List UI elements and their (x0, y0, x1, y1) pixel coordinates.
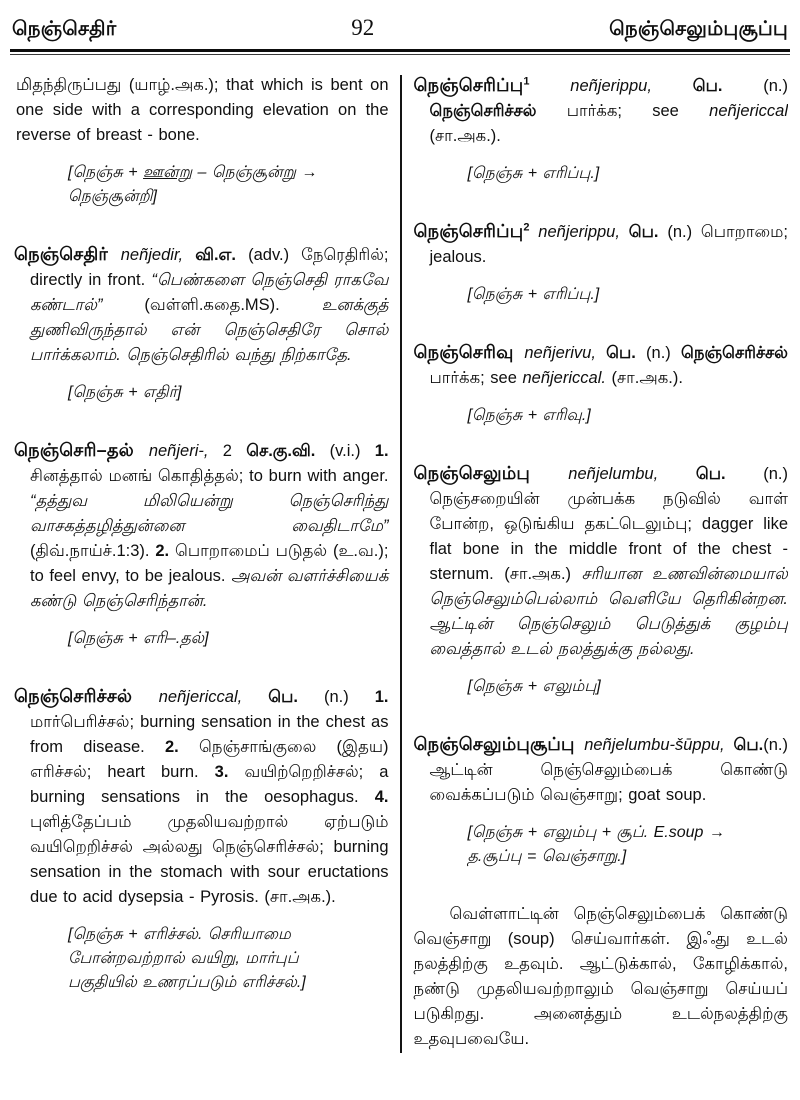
text-segment: 2. (165, 738, 200, 756)
transliteration: neñjelumbu, (568, 465, 696, 483)
text-segment: (n.) (763, 77, 788, 95)
text-segment: வெள்ளாட்டின் நெஞ்செலும்பைக் கொண்டு வெஞ்சாறு (soup) செய்வார்கள். இஃது உடல் நலத்திற்கு உதவும். ஆட்டுக்கால், கோழிக்கால், நண்டு முதலியவற்றாலும் வெஞ்சாறு செய்யப் படுகிறது. அனைத்தும் உடல்நலத்திற்கு உதவுபவையே. (413, 905, 788, 1048)
text-segment: 2. (155, 542, 175, 560)
text-segment: [நெஞ்சு + எரிவு.] (467, 407, 591, 424)
text-segment: நெஞ்சறையின் முன்பக்க நடுவில் வாள் போன்ற, ஒடுங்கிய தகட்டெலும்பு; dagger like flat bone in the middle front of the chest - sternum. (சா.அக.) (429, 490, 788, 583)
headword: நெஞ்செரிப்பு (413, 221, 524, 241)
text-segment (529, 223, 538, 241)
text-segment: (n.) (646, 344, 681, 362)
homograph-number: 2 (523, 221, 530, 234)
etymology-nenjerippu-1 (468, 162, 763, 186)
text-segment: (v.i.) (329, 442, 375, 460)
text-segment: பொறாமைப் படுதல் (உ.வ.); to feel envy, to be jealous. (30, 542, 389, 585)
text-segment: சினத்தால் மனங் கொதித்தல்; to burn with anger. (30, 467, 389, 485)
text-segment: பார்க்க; see (566, 102, 710, 120)
text-segment: ஊன்று (143, 164, 193, 181)
text-segment: பெ. (695, 465, 764, 483)
etymology-nenjunru (68, 161, 363, 209)
text-segment: (adv.) நேரெதிரில்; directly in front. (30, 246, 389, 289)
transliteration: neñjelumbu-šūppu, (584, 736, 734, 754)
left-column (14, 73, 400, 995)
text-segment: [நெஞ்சு + எலும்பு] (467, 678, 601, 695)
homograph-number: 1 (523, 75, 530, 88)
entry-nenjelumbu (414, 461, 789, 662)
text-segment: 1. (374, 688, 389, 706)
headword: நெஞ்செதிர் (14, 244, 121, 264)
transliteration: neñjerivu, (524, 344, 607, 362)
usage-note-nenjelumbu-suppu (414, 902, 789, 1052)
text-segment: புளித்தேப்பம் முதலியவற்றால் ஏற்படும் வயிறெறிச்சல் அல்லது நெஞ்செரிச்சல்; burning sensation in the stomach with sour eructations due to acid dysepsia - Pyrosis. (சா.அக.). (30, 813, 389, 906)
etymology-nenjericcal (68, 923, 363, 995)
etymology-nenjedir (68, 381, 363, 405)
text-segment: பெ. (733, 736, 764, 754)
transliteration: neñjeri-, (148, 442, 223, 460)
transliteration: neñjerippu, (538, 223, 629, 241)
headword: நெஞ்செலும்புசூப்பு (413, 734, 585, 754)
headword: நெஞ்செரிப்பு (413, 75, 524, 95)
page-header (0, 0, 800, 47)
text-segment: மார்பெரிச்சல்; burning sensation in the chest as from disease. (30, 713, 389, 756)
etymology-nenjelumbu (468, 675, 763, 699)
text-segment (529, 77, 570, 95)
transliteration: neñjedir, (120, 246, 196, 264)
text-segment: அவன் வளர்ச்சியைக் கண்டு நெஞ்செரிந்தான். (30, 567, 389, 610)
header-rule-thick-line (10, 49, 790, 52)
text-segment: (n.) (323, 688, 375, 706)
text-segment: வி.எ. (195, 246, 249, 264)
text-segment: (திவ்.நாய்ச்.1:3). (30, 542, 156, 560)
text-segment: 1. (374, 442, 389, 460)
text-segment: மிதந்திருப்பது (யாழ்.அக.); that which is bent on one side with a corresponding elevation on the reverse of breast - bone. (16, 76, 389, 144)
text-segment: [நெஞ்சு + எரிப்பு.] (467, 165, 600, 182)
text-segment: neñjericcal (709, 102, 788, 120)
entry-nenjerippu-1 (414, 73, 789, 149)
text-segment: நெஞ்செரிச்சல் (429, 102, 567, 120)
headword: நெஞ்செரி–தல் (14, 440, 149, 460)
text-segment: “தத்துவ மிலியென்று நெஞ்செரிந்து வாசகத்தழித்துன்னை வைதிடாமே” (30, 492, 389, 535)
text-segment: உனக்குத் துணிவிருந்தால் என் நெஞ்செதிரே சொல் பார்க்கலாம். நெஞ்செதிரில் வந்து நிற்காதே. (30, 296, 389, 364)
text-segment: [நெஞ்சு + எரி–.தல்] (68, 630, 209, 647)
text-segment: (வள்ளி.கதை.MS). (102, 296, 322, 314)
text-segment: 2 (222, 442, 247, 460)
entry-nenjericcal (14, 684, 389, 910)
headword: நெஞ்செலும்பு (413, 463, 569, 483)
entry-continuation (14, 73, 389, 148)
text-segment: நெஞ்சாங்குலை (இதய) எரிச்சல்; heart burn. (30, 738, 389, 781)
text-segment: [நெஞ்சு + எதிர்] (68, 384, 182, 401)
text-segment: (சா.அக.). (611, 369, 683, 387)
dictionary-content (0, 55, 800, 1053)
entry-nenjedir (14, 242, 389, 368)
text-segment: [நெஞ்சு + எரிச்சல். செரியாமை போன்றவற்றால் வயிறு, மார்புப் பகுதியில் உணரப்படும் எரிச்சல்.] (68, 926, 306, 991)
entry-nenjerippu-2 (414, 219, 789, 270)
text-segment: பார்க்க; see (429, 369, 523, 387)
entry-nenjerivu (414, 340, 789, 391)
text-segment: வயிற்றெறிச்சல்; a burning sensations in the oesophagus. (30, 763, 389, 806)
text-segment: (n.) (763, 465, 788, 483)
text-segment: பெ. (606, 344, 647, 362)
entry-nenjelumbu-suppu (414, 732, 789, 808)
text-segment: [நெஞ்சு + (68, 164, 144, 181)
transliteration: neñjerippu, (570, 77, 693, 95)
headword: நெஞ்செரிவு (413, 342, 525, 362)
text-segment: [நெஞ்சு + எலும்பு + சூப். E.soup → த.சூப்பு = வெஞ்சாறு.] (467, 824, 725, 865)
text-segment: (n.) ஆட்டின் நெஞ்செலும்பைக் கொண்டு வைக்கப்படும் வெஞ்சாறு; goat soup. (429, 736, 788, 804)
etymology-nenjelumbu-suppu (468, 821, 763, 869)
text-segment: பெ. (268, 688, 324, 706)
text-segment: – நெஞ்சூன்று → நெஞ்சூன்றி] (68, 164, 318, 205)
text-segment: “பெண்களை நெஞ்செதி ராகவே கண்டால்” (30, 271, 389, 314)
etymology-nenjerippu-2 (468, 283, 763, 307)
etymology-nenjerivu (468, 404, 763, 428)
right-column (402, 73, 789, 1052)
text-segment: 4. (374, 788, 389, 806)
running-head-right: நெஞ்செலும்புசூப்பு (609, 18, 788, 40)
text-segment: நெஞ்செரிச்சல் (680, 344, 788, 362)
etymology-nenjeri-tal (68, 627, 363, 651)
text-segment: (n.) பொறாமை; jealous. (429, 223, 788, 266)
text-segment: (சா.அக.). (429, 127, 501, 145)
transliteration: neñjericcal, (158, 688, 269, 706)
text-segment: சரியான உணவின்மையால் நெஞ்செலும்பெல்லாம் வெளியே தெரிகின்றன. ஆட்டின் நெஞ்செலும் பெடுத்துக் குழம்பு வைத்தால் உடல் நலத்துக்கு நல்லது. (429, 565, 788, 658)
text-segment: பெ. (692, 77, 764, 95)
text-segment: செ.கு.வி. (246, 442, 330, 460)
text-segment: பெ. (628, 223, 668, 241)
text-segment: [நெஞ்சு + எரிப்பு.] (467, 286, 600, 303)
page-number: 92 (351, 15, 375, 40)
running-head-left: நெஞ்செதிர் (12, 18, 117, 40)
text-segment: 3. (214, 763, 245, 781)
headword: நெஞ்செரிச்சல் (14, 686, 159, 706)
text-segment: neñjericcal. (522, 369, 612, 387)
entry-nenjeri-tal (14, 438, 389, 614)
